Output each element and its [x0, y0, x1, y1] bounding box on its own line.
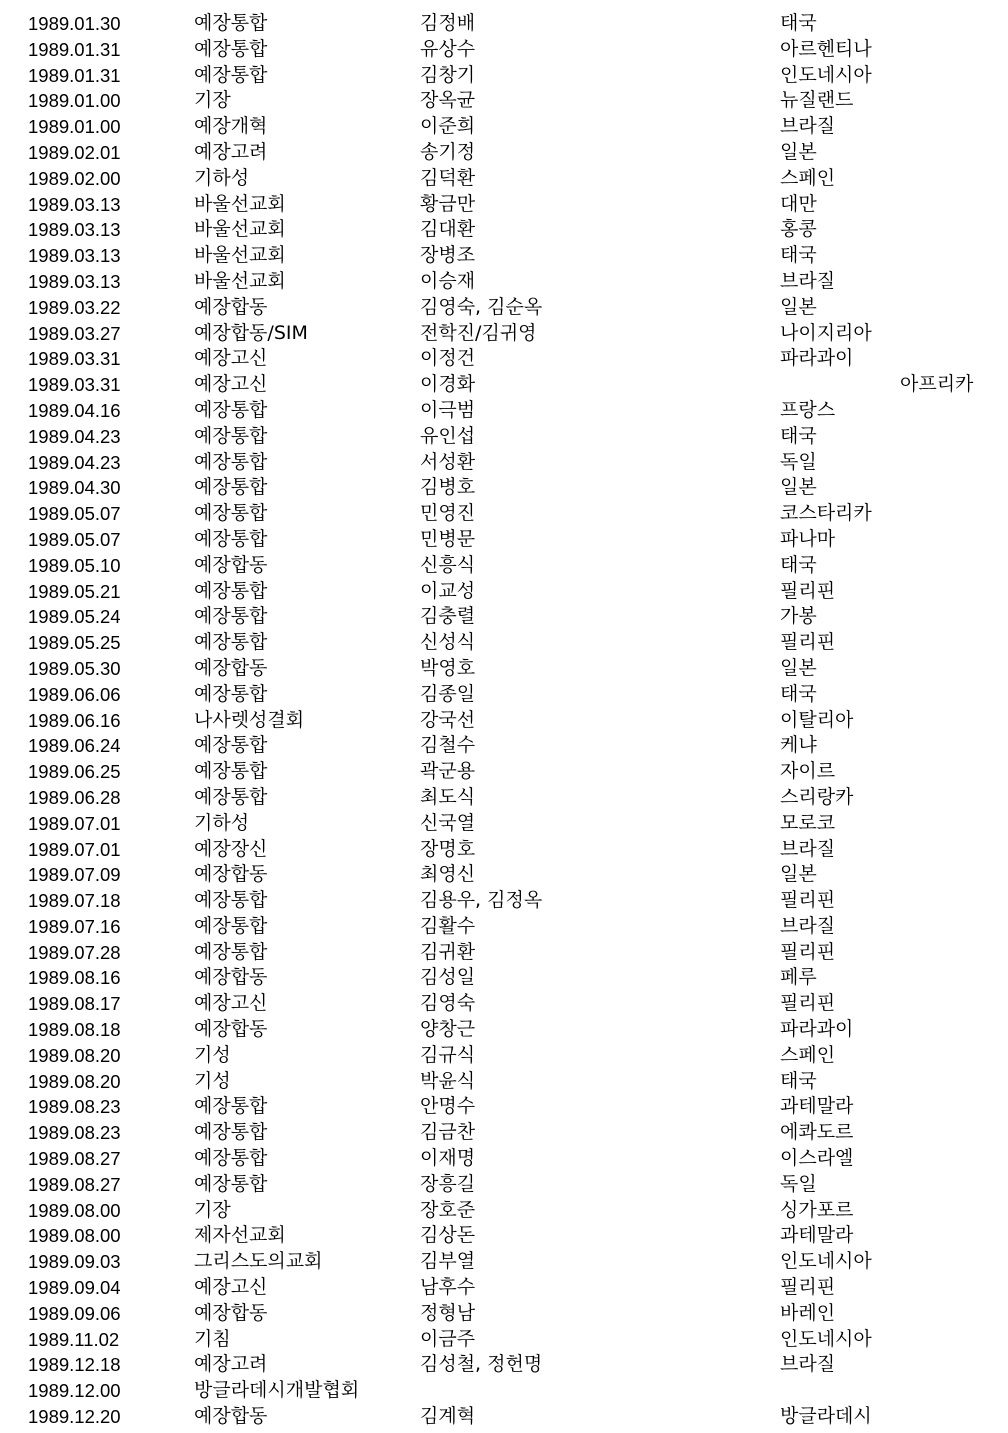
- record-date: 1989.07.18: [28, 890, 121, 912]
- record-church: 바울선교회: [194, 244, 286, 267]
- record-church: 기성: [194, 1043, 231, 1066]
- record-row: [0, 579, 1008, 605]
- record-name: 유인섭: [420, 424, 476, 447]
- record-row: [0, 166, 1008, 192]
- record-country: 케냐: [780, 734, 817, 757]
- record-name: 장호준: [420, 1198, 476, 1221]
- record-date: 1989.02.00: [28, 167, 121, 189]
- record-date: 1989.04.23: [28, 425, 121, 447]
- record-church: 예장통합: [194, 940, 268, 963]
- record-church: 예장고신: [194, 373, 268, 396]
- record-church: 예장통합: [194, 1172, 268, 1195]
- record-country: 독일: [780, 450, 817, 473]
- record-church: 예장고신: [194, 1276, 268, 1299]
- record-name: 양창근: [420, 1018, 476, 1041]
- record-country: 페루: [780, 966, 817, 989]
- record-name: 김철수: [420, 734, 476, 757]
- record-date: 1989.04.23: [28, 451, 121, 473]
- record-date: 1989.08.00: [28, 1225, 121, 1247]
- record-country: 나이지리아: [780, 321, 872, 344]
- record-church: 기하성: [194, 811, 250, 834]
- record-church: 예장통합: [194, 914, 268, 937]
- record-country: 아프리카: [900, 373, 974, 396]
- record-row: [0, 1094, 1008, 1120]
- record-date: 1989.07.01: [28, 838, 121, 860]
- record-country: 태국: [780, 682, 817, 705]
- record-church: 예장합동: [194, 966, 268, 989]
- record-date: 1989.06.25: [28, 761, 121, 783]
- record-name: 김계혁: [420, 1405, 476, 1428]
- record-country: 필리핀: [780, 992, 836, 1015]
- record-name: 이정건: [420, 347, 476, 370]
- record-country: 뉴질랜드: [780, 89, 854, 112]
- record-name: 김충렬: [420, 605, 476, 628]
- record-row: [0, 450, 1008, 476]
- record-row: [0, 733, 1008, 759]
- record-date: 1989.03.31: [28, 374, 121, 396]
- record-name: 김금찬: [420, 1121, 476, 1144]
- record-church: 예장통합: [194, 605, 268, 628]
- record-country: 방글라데시: [780, 1405, 872, 1428]
- record-name: 이승재: [420, 269, 476, 292]
- record-row: [0, 1223, 1008, 1249]
- record-date: 1989.08.16: [28, 967, 121, 989]
- record-name: 이교성: [420, 579, 476, 602]
- record-row: [0, 1249, 1008, 1275]
- record-row: [0, 321, 1008, 347]
- record-country: 파나마: [780, 527, 836, 550]
- record-date: 1989.04.16: [28, 399, 121, 421]
- record-row: [0, 269, 1008, 295]
- record-row: [0, 1404, 1008, 1430]
- record-church: 예장통합: [194, 450, 268, 473]
- record-row: [0, 424, 1008, 450]
- record-country: 인도네시아: [780, 63, 872, 86]
- record-name: 김종일: [420, 682, 476, 705]
- record-church: 그리스도의교회: [194, 1250, 323, 1273]
- record-name: 서성환: [420, 450, 476, 473]
- record-name: 송기정: [420, 140, 476, 163]
- record-name: 안명수: [420, 1095, 476, 1118]
- record-row: [0, 295, 1008, 321]
- record-date: 1989.08.27: [28, 1148, 121, 1170]
- record-country: 바레인: [780, 1301, 836, 1324]
- record-church: 예장통합: [194, 424, 268, 447]
- record-row: [0, 965, 1008, 991]
- record-date: 1989.05.30: [28, 657, 121, 679]
- record-row: [0, 708, 1008, 734]
- record-country: 이스라엘: [780, 1147, 854, 1170]
- record-church: 예장합동: [194, 656, 268, 679]
- record-row: [0, 88, 1008, 114]
- record-row: [0, 217, 1008, 243]
- record-row: [0, 837, 1008, 863]
- record-name: 김대환: [420, 218, 476, 241]
- record-name: 전학진/김귀영: [420, 321, 537, 344]
- record-church: 예장통합: [194, 760, 268, 783]
- record-church: 예장통합: [194, 785, 268, 808]
- record-church: 예장통합: [194, 579, 268, 602]
- record-date: 1989.06.06: [28, 683, 121, 705]
- record-date: 1989.06.16: [28, 709, 121, 731]
- record-country: 태국: [780, 12, 817, 34]
- record-country: 태국: [780, 424, 817, 447]
- record-name: 최도식: [420, 785, 476, 808]
- record-church: 기장: [194, 1198, 231, 1221]
- record-name: 장흥길: [420, 1172, 476, 1195]
- record-date: 1989.07.01: [28, 812, 121, 834]
- record-name: 김정배: [420, 12, 476, 34]
- record-country: 태국: [780, 244, 817, 267]
- record-church: 예장고려: [194, 140, 268, 163]
- record-church: 기하성: [194, 166, 250, 189]
- record-date: 1989.12.00: [28, 1380, 121, 1402]
- record-row: [0, 1146, 1008, 1172]
- record-row: [0, 192, 1008, 218]
- record-country: 코스타리카: [780, 502, 872, 525]
- record-church: 예장통합: [194, 1095, 268, 1118]
- record-name: 곽군용: [420, 760, 476, 783]
- record-country: 브라질: [780, 269, 836, 292]
- record-row: [0, 811, 1008, 837]
- record-date: 1989.01.00: [28, 116, 121, 138]
- record-date: 1989.03.31: [28, 348, 121, 370]
- record-country: 스리랑카: [780, 785, 854, 808]
- record-row: [0, 1352, 1008, 1378]
- record-country: 인도네시아: [780, 1327, 872, 1350]
- record-row: [0, 682, 1008, 708]
- record-name: 최영신: [420, 863, 476, 886]
- record-country: 과테말라: [780, 1224, 854, 1247]
- record-date: 1989.03.13: [28, 270, 121, 292]
- record-country: 아르헨티나: [780, 37, 872, 60]
- record-row: [0, 1198, 1008, 1224]
- record-church: 예장합동: [194, 295, 268, 318]
- record-date: 1989.07.09: [28, 864, 121, 886]
- record-date: 1989.08.20: [28, 1044, 121, 1066]
- record-row: [0, 398, 1008, 424]
- record-name: 김성일: [420, 966, 476, 989]
- record-church: 기성: [194, 1069, 231, 1092]
- record-date: 1989.01.00: [28, 90, 121, 112]
- record-name: 정형남: [420, 1301, 476, 1324]
- record-country: 일본: [780, 656, 817, 679]
- record-date: 1989.07.16: [28, 915, 121, 937]
- record-name: 김부열: [420, 1250, 476, 1273]
- record-row: [0, 11, 1008, 37]
- record-name: 남후수: [420, 1276, 476, 1299]
- record-country: 싱가포르: [780, 1198, 854, 1221]
- record-name: 이재명: [420, 1147, 476, 1170]
- record-country: 일본: [780, 476, 817, 499]
- record-row: [0, 940, 1008, 966]
- record-row: [0, 372, 1008, 398]
- record-name: 김용우, 김정옥: [420, 889, 543, 912]
- record-country: 브라질: [780, 1353, 836, 1376]
- record-date: 1989.08.20: [28, 1070, 121, 1092]
- record-country: 스페인: [780, 166, 836, 189]
- record-church: 예장고려: [194, 1353, 268, 1376]
- record-name: 이준희: [420, 115, 476, 138]
- record-country: 가봉: [780, 605, 817, 628]
- record-name: 김활수: [420, 914, 476, 937]
- record-row: [0, 1327, 1008, 1353]
- record-church: 방글라데시개발협회: [194, 1379, 360, 1402]
- record-name: 김영숙: [420, 992, 476, 1015]
- record-name: 박윤식: [420, 1069, 476, 1092]
- record-country: 필리핀: [780, 579, 836, 602]
- record-name: 강국선: [420, 708, 476, 731]
- record-date: 1989.03.13: [28, 193, 121, 215]
- record-date: 1989.05.25: [28, 632, 121, 654]
- record-name: 이경화: [420, 373, 476, 396]
- record-church: 예장합동: [194, 1405, 268, 1428]
- record-country: 일본: [780, 863, 817, 886]
- record-country: 인도네시아: [780, 1250, 872, 1273]
- record-church: 예장합동/SIM: [194, 321, 308, 344]
- record-date: 1989.08.23: [28, 1096, 121, 1118]
- record-date: 1989.05.21: [28, 580, 121, 602]
- record-date: 1989.09.06: [28, 1302, 121, 1324]
- record-row: [0, 604, 1008, 630]
- record-country: 스페인: [780, 1043, 836, 1066]
- record-name: 김규식: [420, 1043, 476, 1066]
- record-country: 프랑스: [780, 398, 836, 421]
- record-date: 1989.05.10: [28, 554, 121, 576]
- record-country: 에콰도르: [780, 1121, 854, 1144]
- record-church: 예장통합: [194, 734, 268, 757]
- record-date: 1989.04.30: [28, 477, 121, 499]
- record-church: 예장합동: [194, 863, 268, 886]
- record-church: 예장통합: [194, 1147, 268, 1170]
- record-date: 1989.03.13: [28, 245, 121, 267]
- record-country: 자이르: [780, 760, 836, 783]
- record-church: 예장통합: [194, 682, 268, 705]
- record-date: 1989.08.18: [28, 1019, 121, 1041]
- record-church: 바울선교회: [194, 269, 286, 292]
- record-country: 필리핀: [780, 1276, 836, 1299]
- record-row: [0, 1043, 1008, 1069]
- record-country: 이탈리아: [780, 708, 854, 731]
- record-date: 1989.06.24: [28, 735, 121, 757]
- record-church: 예장통합: [194, 527, 268, 550]
- record-church: 기침: [194, 1327, 231, 1350]
- record-row: [0, 37, 1008, 63]
- record-date: 1989.01.30: [28, 13, 121, 34]
- record-name: 이극범: [420, 398, 476, 421]
- record-name: 김덕환: [420, 166, 476, 189]
- record-name: 민영진: [420, 502, 476, 525]
- record-name: 김창기: [420, 63, 476, 86]
- record-name: 민병문: [420, 527, 476, 550]
- record-church: 예장장신: [194, 837, 268, 860]
- record-date: 1989.12.18: [28, 1354, 121, 1376]
- record-date: 1989.01.31: [28, 64, 121, 86]
- record-church: 제자선교회: [194, 1224, 286, 1247]
- record-church: 예장고신: [194, 347, 268, 370]
- record-church: 기장: [194, 89, 231, 112]
- record-name: 황금만: [420, 192, 476, 215]
- record-row: [0, 1120, 1008, 1146]
- record-church: 바울선교회: [194, 218, 286, 241]
- record-date: 1989.08.17: [28, 993, 121, 1015]
- record-row: [0, 1069, 1008, 1095]
- record-date: 1989.08.27: [28, 1173, 121, 1195]
- record-church: 예장합동: [194, 1301, 268, 1324]
- record-church: 예장통합: [194, 63, 268, 86]
- record-date: 1989.12.20: [28, 1406, 121, 1428]
- record-country: 파라과이: [780, 1018, 854, 1041]
- record-name: 장옥균: [420, 89, 476, 112]
- record-church: 예장통합: [194, 631, 268, 654]
- record-country: 태국: [780, 1069, 817, 1092]
- record-date: 1989.05.07: [28, 503, 121, 525]
- record-name: 김귀환: [420, 940, 476, 963]
- record-row: [0, 862, 1008, 888]
- record-country: 필리핀: [780, 940, 836, 963]
- record-church: 예장개혁: [194, 115, 268, 138]
- record-country: 브라질: [780, 914, 836, 937]
- record-date: 1989.03.27: [28, 322, 121, 344]
- record-row: [0, 888, 1008, 914]
- record-date: 1989.09.03: [28, 1251, 121, 1273]
- record-row: [0, 1172, 1008, 1198]
- record-row: [0, 785, 1008, 811]
- record-country: 일본: [780, 295, 817, 318]
- record-date: 1989.11.02: [28, 1328, 120, 1350]
- record-church: 바울선교회: [194, 192, 286, 215]
- record-row: [0, 63, 1008, 89]
- record-name: 신성식: [420, 631, 476, 654]
- record-church: 나사렛성결회: [194, 708, 305, 731]
- record-date: 1989.07.28: [28, 941, 121, 963]
- record-name: 김성철, 정헌명: [420, 1353, 543, 1376]
- record-date: 1989.03.22: [28, 296, 121, 318]
- record-country: 브라질: [780, 837, 836, 860]
- record-name: 김병호: [420, 476, 476, 499]
- record-row: [0, 140, 1008, 166]
- record-country: 필리핀: [780, 889, 836, 912]
- record-date: 1989.08.23: [28, 1122, 121, 1144]
- record-name: 신흥식: [420, 553, 476, 576]
- record-country: 일본: [780, 140, 817, 163]
- record-date: 1989.01.31: [28, 38, 121, 60]
- record-row: [0, 630, 1008, 656]
- record-name: 신국열: [420, 811, 476, 834]
- record-name: 이금주: [420, 1327, 476, 1350]
- record-country: 과테말라: [780, 1095, 854, 1118]
- record-row: [0, 114, 1008, 140]
- record-row: [0, 759, 1008, 785]
- missionary-records-table: [0, 11, 1008, 1430]
- record-country: 독일: [780, 1172, 817, 1195]
- record-country: 대만: [780, 192, 817, 215]
- record-date: 1989.05.07: [28, 528, 121, 550]
- record-row: [0, 553, 1008, 579]
- record-row: [0, 1378, 1008, 1404]
- record-date: 1989.02.01: [28, 141, 121, 163]
- record-church: 예장통합: [194, 889, 268, 912]
- record-country: 홍콩: [780, 218, 817, 241]
- record-church: 예장통합: [194, 12, 268, 34]
- record-row: [0, 656, 1008, 682]
- record-row: [0, 501, 1008, 527]
- record-row: [0, 243, 1008, 269]
- record-row: [0, 346, 1008, 372]
- record-country: 파라과이: [780, 347, 854, 370]
- record-church: 예장통합: [194, 502, 268, 525]
- record-country: 브라질: [780, 115, 836, 138]
- record-church: 예장합동: [194, 1018, 268, 1041]
- record-name: 김상돈: [420, 1224, 476, 1247]
- record-name: 장명호: [420, 837, 476, 860]
- record-name: 박영호: [420, 656, 476, 679]
- record-church: 예장통합: [194, 1121, 268, 1144]
- record-name: 장병조: [420, 244, 476, 267]
- record-date: 1989.03.13: [28, 219, 121, 241]
- record-country: 필리핀: [780, 631, 836, 654]
- record-row: [0, 1275, 1008, 1301]
- record-name: 유상수: [420, 37, 476, 60]
- record-date: 1989.09.04: [28, 1277, 121, 1299]
- record-church: 예장고신: [194, 992, 268, 1015]
- record-church: 예장합동: [194, 553, 268, 576]
- record-country: 모로코: [780, 811, 836, 834]
- record-row: [0, 991, 1008, 1017]
- record-date: 1989.08.00: [28, 1199, 121, 1221]
- record-row: [0, 1301, 1008, 1327]
- record-row: [0, 914, 1008, 940]
- record-row: [0, 527, 1008, 553]
- record-country: 태국: [780, 553, 817, 576]
- record-row: [0, 1017, 1008, 1043]
- record-church: 예장통합: [194, 37, 268, 60]
- record-church: 예장통합: [194, 398, 268, 421]
- record-row: [0, 475, 1008, 501]
- record-church: 예장통합: [194, 476, 268, 499]
- record-date: 1989.06.28: [28, 786, 121, 808]
- record-date: 1989.05.24: [28, 606, 121, 628]
- record-name: 김영숙, 김순옥: [420, 295, 543, 318]
